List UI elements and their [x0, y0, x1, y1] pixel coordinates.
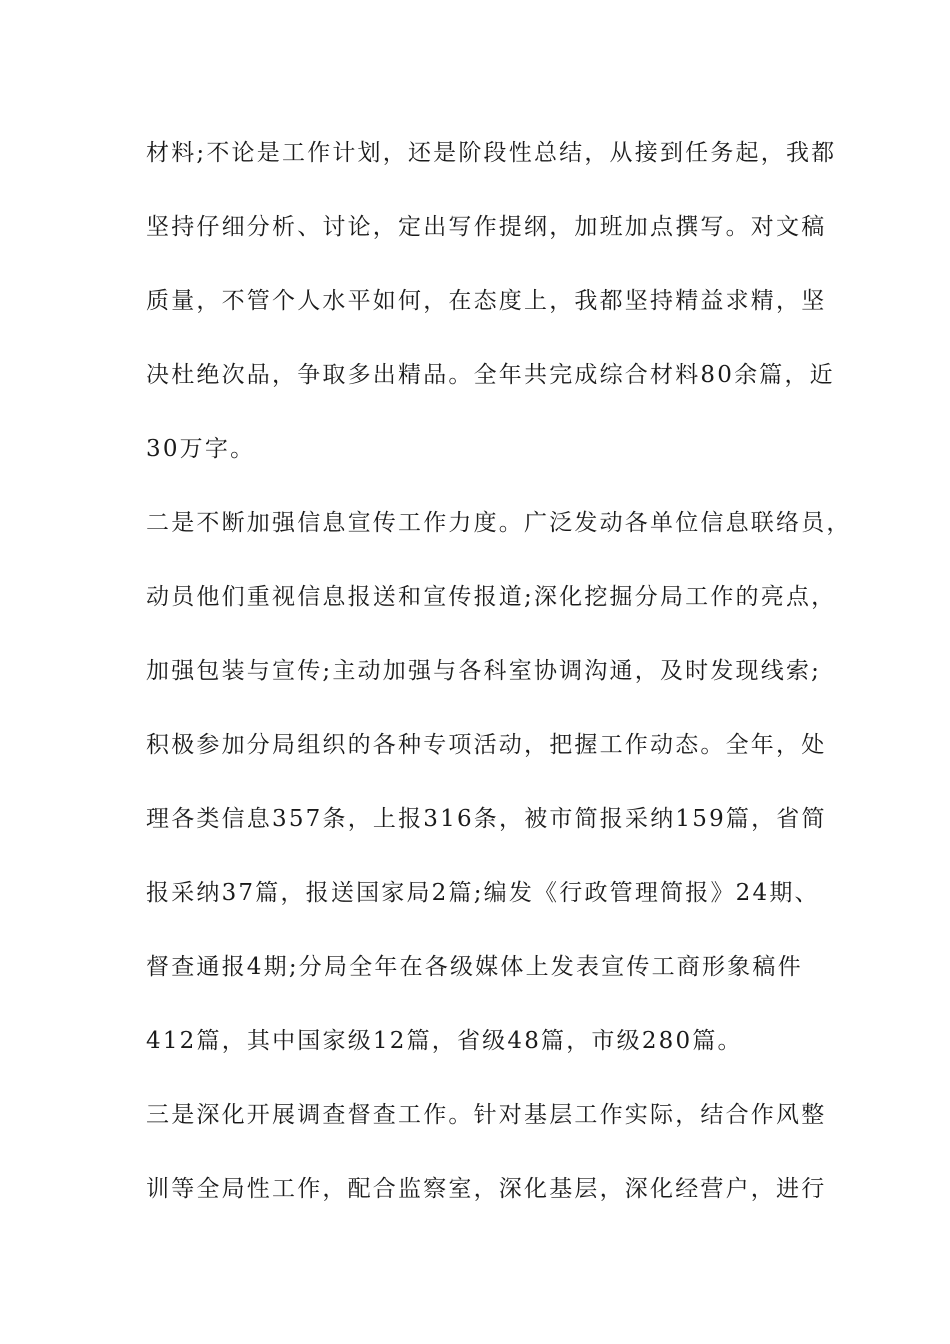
- text-line-1: 材料;不论是工作计划，还是阶段性总结，从接到任务起，我都: [146, 140, 837, 166]
- text-line-15: 训等全局性工作，配合监察室，深化基层，深化经营户，进行: [146, 1176, 827, 1202]
- text-line-9: 积极参加分局组织的各种专项活动，把握工作动态。全年，处: [146, 732, 827, 758]
- text-line-6: 二是不断加强信息宣传工作力度。广泛发动各单位信息联络员，: [146, 510, 852, 536]
- text-line-8: 加强包装与宣传;主动加强与各科室协调沟通，及时发现线索;: [146, 658, 822, 684]
- text-line-3: 质量，不管个人水平如何，在态度上，我都坚持精益求精，坚: [146, 288, 827, 314]
- text-line-2: 坚持仔细分析、讨论，定出写作提纲，加班加点撰写。对文稿: [146, 214, 827, 240]
- text-line-11: 报采纳37篇，报送国家局2篇;编发《行政管理简报》24期、: [146, 880, 820, 906]
- text-line-12: 督查通报4期;分局全年在各级媒体上发表宣传工商形象稿件: [146, 954, 803, 980]
- text-line-5: 30万字。: [146, 436, 256, 462]
- text-line-13: 412篇，其中国家级12篇，省级48篇，市级280篇。: [146, 1028, 743, 1054]
- text-line-14: 三是深化开展调查督查工作。针对基层工作实际，结合作风整: [146, 1102, 827, 1128]
- text-line-4: 决杜绝次品，争取多出精品。全年共完成综合材料80余篇，近: [146, 362, 835, 388]
- text-line-7: 动员他们重视信息报送和宣传报道;深化挖掘分局工作的亮点，: [146, 584, 837, 610]
- body-text: [146, 132, 852, 1242]
- text-line-10: 理各类信息357条，上报316条，被市简报采纳159篇，省简: [146, 806, 827, 832]
